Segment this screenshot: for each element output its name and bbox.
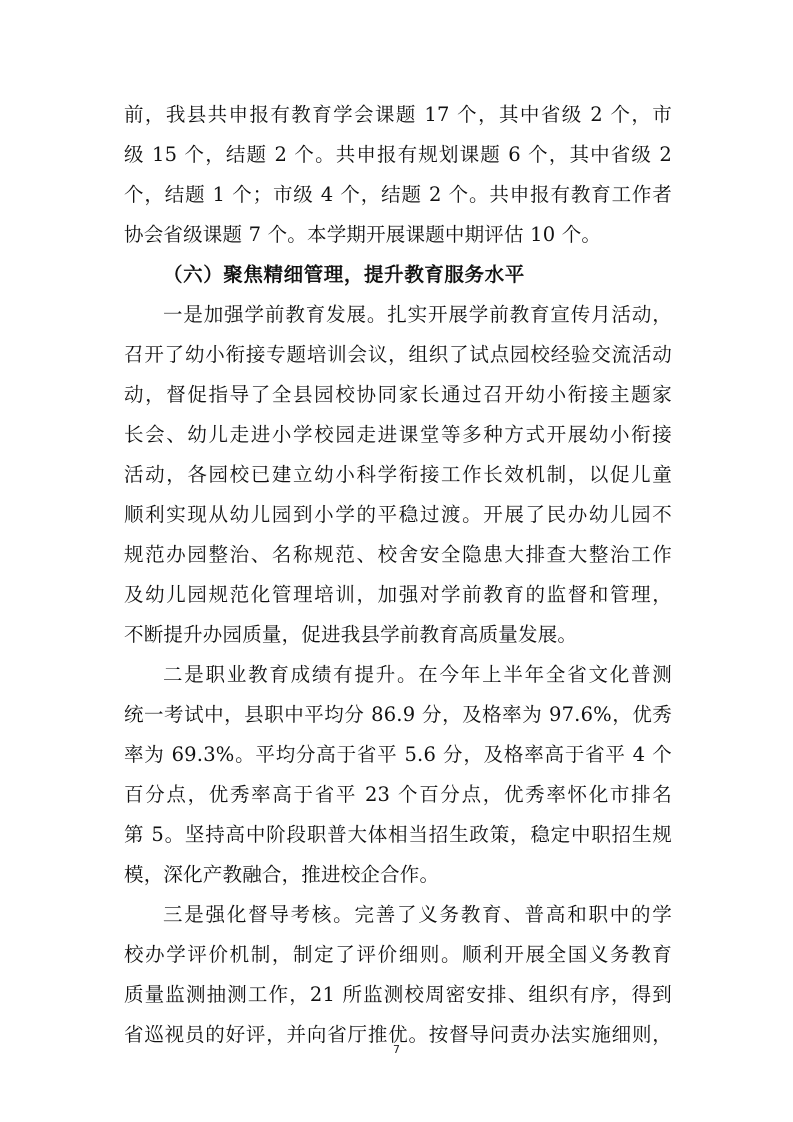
text-line: 召开了幼小衔接专题培训会议，组织了试点园校经验交流活动 <box>124 343 672 366</box>
text-line: 率为 69.3%。平均分高于省平 5.6 分，及格率高于省平 4 个 <box>124 743 672 766</box>
text-line: 前，我县共申报有教育学会课题 17 个，其中省级 2 个，市 <box>124 103 672 126</box>
text-line: 一是加强学前教育发展。扎实开展学前教育宣传月活动， <box>163 303 672 326</box>
text-line: 个，结题 1 个；市级 4 个，结题 2 个。共申报有教育工作者 <box>124 183 672 206</box>
text-line: 质量监测抽测工作，21 所监测校周密安排、组织有序，得到 <box>124 983 672 1006</box>
text-line: 二是职业教育成绩有提升。在今年上半年全省文化普测 <box>163 663 672 686</box>
text-line: 模，深化产教融合，推进校企合作。 <box>124 863 440 886</box>
text-line: 省巡视员的好评，并向省厅推优。按督导问责办法实施细则， <box>124 1023 672 1046</box>
text-line: 不断提升办园质量，促进我县学前教育高质量发展。 <box>124 623 578 646</box>
text-line: 长会、幼儿走进小学校园走进课堂等多种方式开展幼小衔接 <box>124 423 672 446</box>
text-line: 百分点，优秀率高于省平 23 个百分点，优秀率怀化市排名 <box>124 783 672 806</box>
text-line: 规范办园整治、名称规范、校舍安全隐患大排查大整治工作 <box>124 543 672 566</box>
text-line: 及幼儿园规范化管理培训，加强对学前教育的监督和管理， <box>124 583 672 606</box>
text-line: 校办学评价机制，制定了评价细则。顺利开展全国义务教育 <box>124 943 672 966</box>
text-line: 第 5。坚持高中阶段职普大体相当招生政策，稳定中职招生规 <box>124 823 672 846</box>
section-heading: （六）聚焦精细管理，提升教育服务水平 <box>163 263 525 286</box>
text-line: 活动，各园校已建立幼小科学衔接工作长效机制，以促儿童 <box>124 463 672 486</box>
text-line: 统一考试中，县职中平均分 86.9 分，及格率为 97.6%，优秀 <box>124 703 672 726</box>
text-line: 三是强化督导考核。完善了义务教育、普高和职中的学 <box>163 903 672 926</box>
text-line: 协会省级课题 7 个。本学期开展课题中期评估 10 个。 <box>124 223 602 246</box>
text-line: 顺利实现从幼儿园到小学的平稳过渡。开展了民办幼儿园不 <box>124 503 672 526</box>
text-line: 级 15 个，结题 2 个。共申报有规划课题 6 个，其中省级 2 <box>124 143 672 166</box>
page-number: 7 <box>393 1043 400 1056</box>
text-line: 动，督促指导了全县园校协同家长通过召开幼小衔接主题家 <box>124 383 672 406</box>
